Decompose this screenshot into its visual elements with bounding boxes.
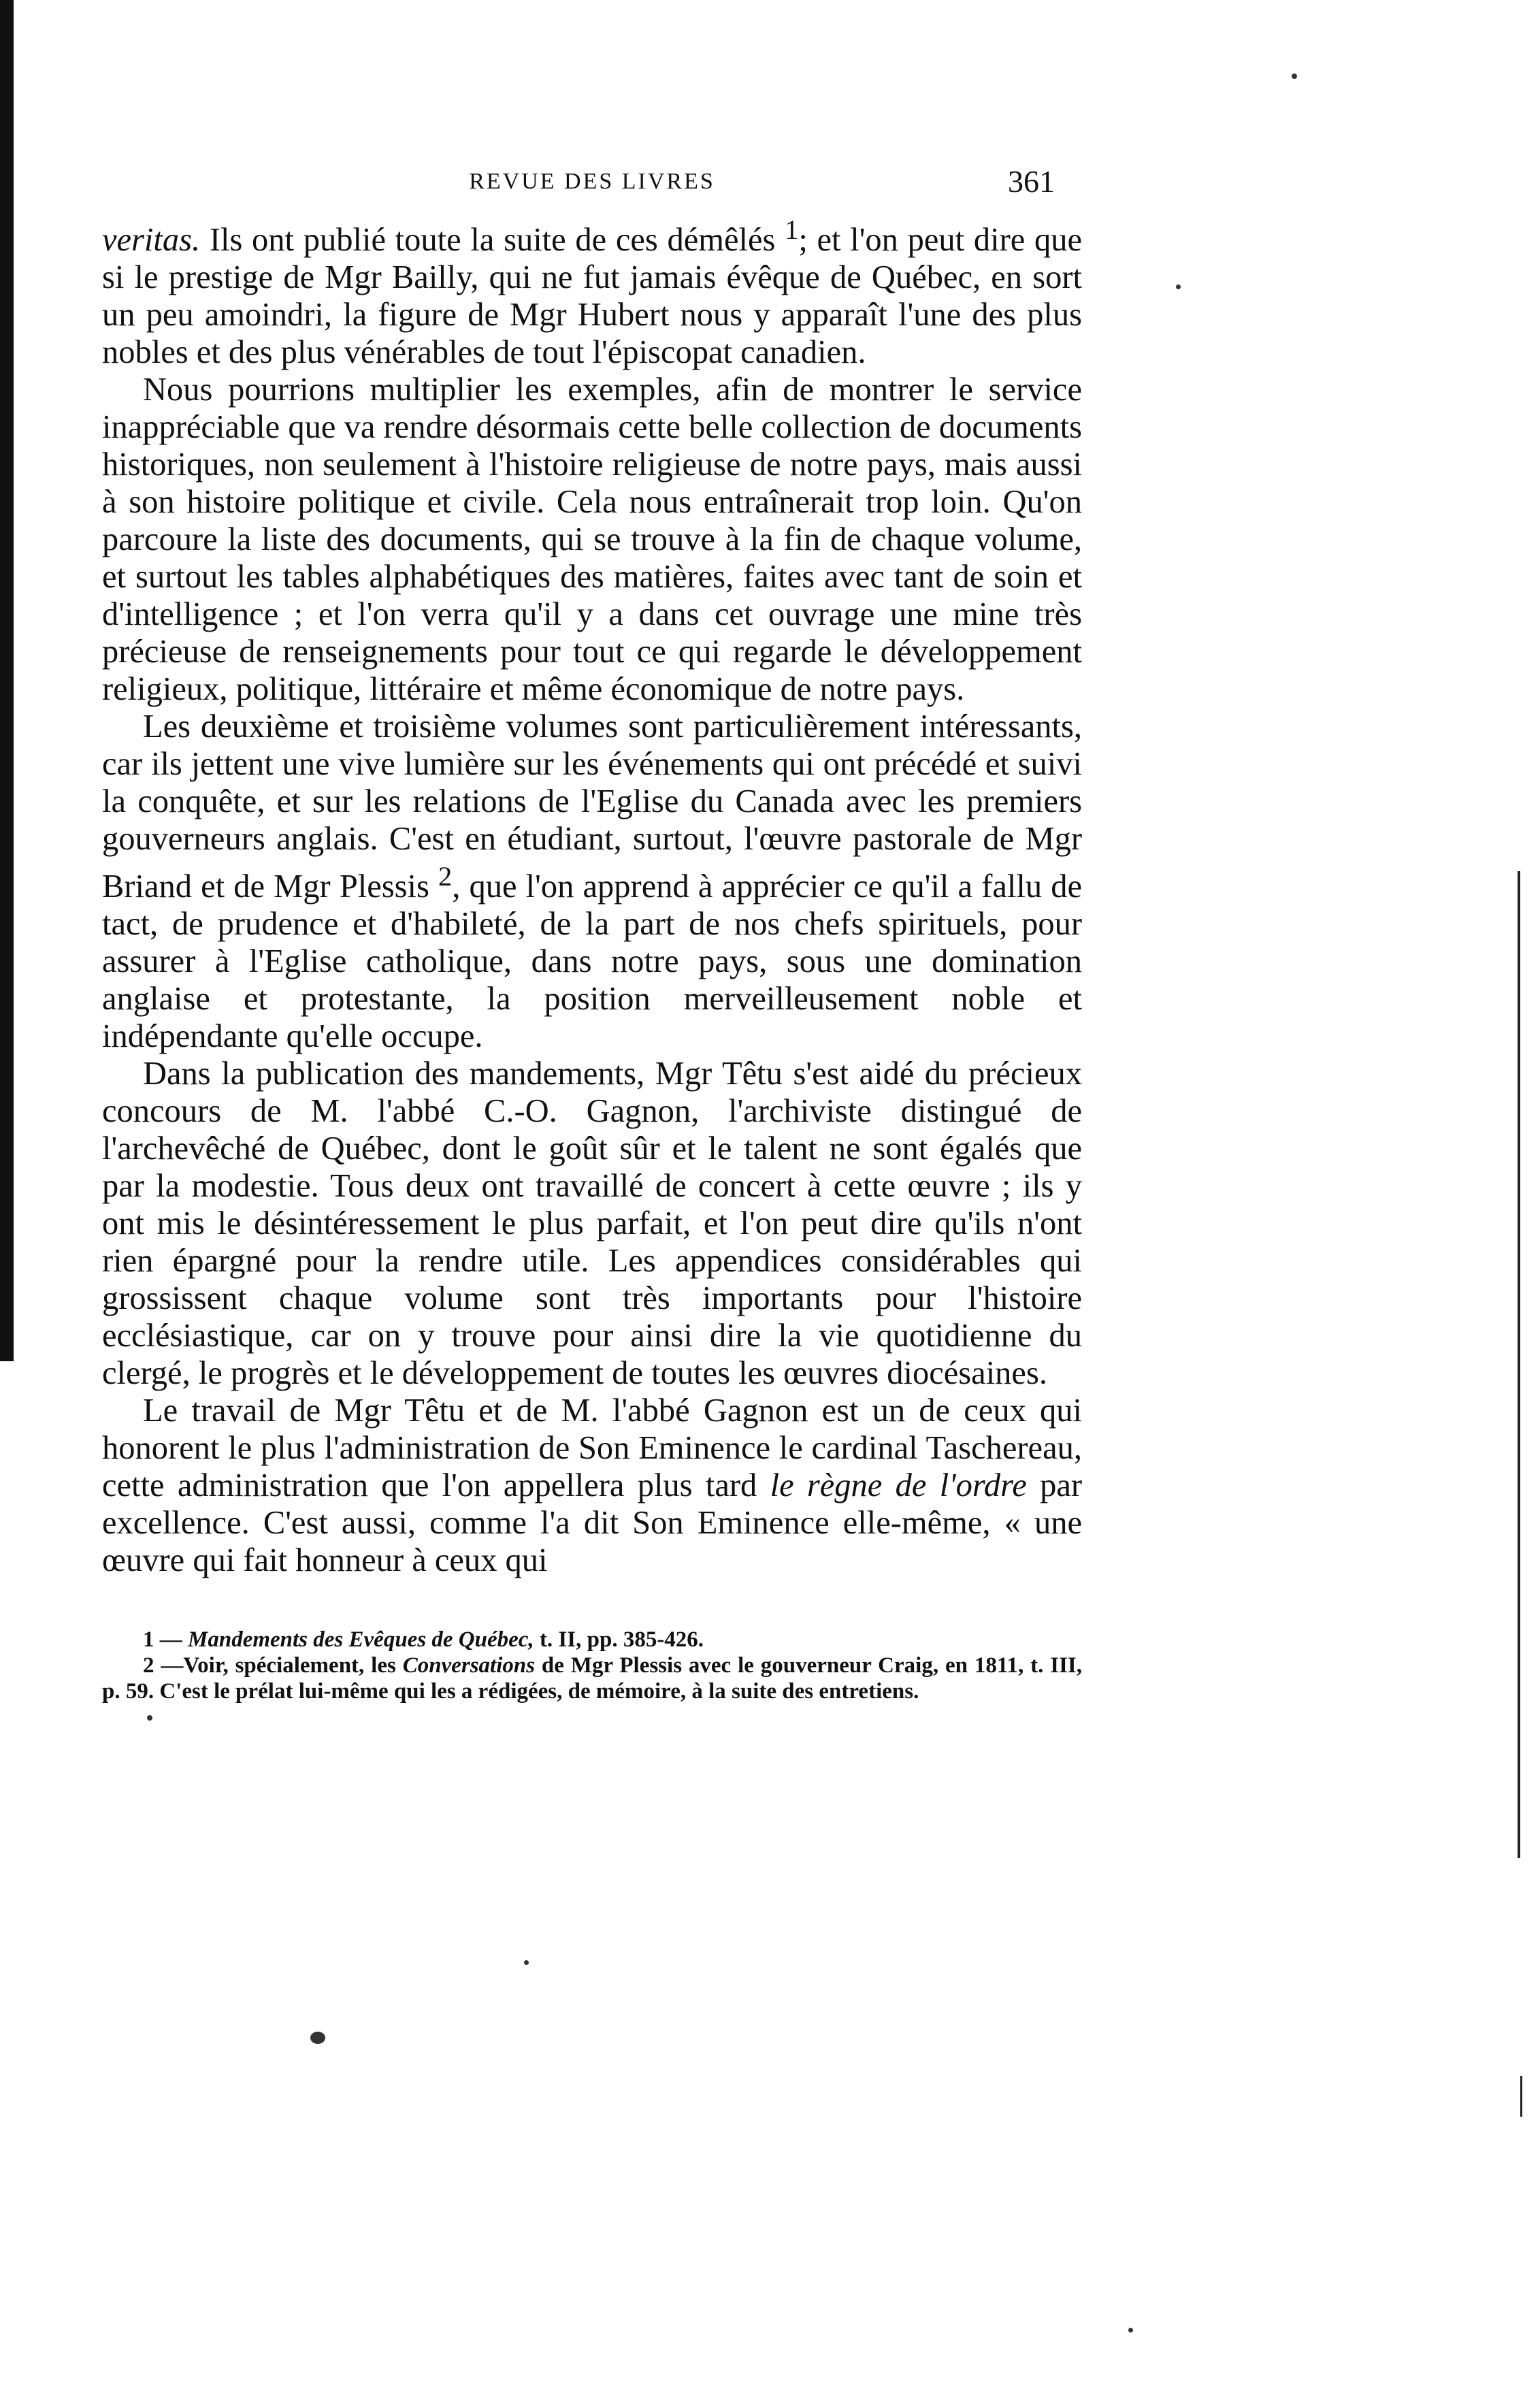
paragraph-5-italic-phrase: le règne de l'ordre	[770, 1467, 1027, 1504]
paragraph-3	[102, 708, 1082, 1055]
scan-speck	[310, 2032, 325, 2044]
footnote-1-text: t. II, pp. 385-426.	[534, 1627, 704, 1653]
footnote-2	[102, 1653, 1082, 1704]
footnote-1	[102, 1627, 1082, 1653]
paragraph-2-text: Nous pourrions multiplier les exemples, afin de montrer le service inappréciable que va rendre désormais cette belle collection de documents historiques, non seulement à l'histoire religieuse de notre pays, mais aussi à son histoire politique et civile. Cela nous entraînerait trop loin. Qu'on parcoure la liste des documents, qui se trouve à la fin de chaque volume, et surtout les tables alphabétiques des matières, faites avec tant de soin et d'intelligence ; et l'on verra qu'il y a dans cet ouvrage une mine très précieuse de renseignements pour tout ce qui regarde le développement religieux, politique, littéraire et même économique de notre pays.	[102, 372, 1082, 708]
scan-speck	[1128, 2328, 1133, 2332]
page-content	[102, 163, 1082, 1704]
scan-speck	[1176, 285, 1181, 289]
paragraph-5-text: Le travail de Mgr Têtu et de M. l'abbé Gagnon est un de ceux qui honorent le plus l'administration de Son Eminence le cardinal Taschereau, cette administration que l'on appellera plus tard	[102, 1393, 1082, 1504]
footnotes	[102, 1627, 1082, 1704]
scan-edge-mark	[1520, 2076, 1522, 2117]
footnote-ref-1: 1	[785, 214, 799, 245]
paragraph-5-text-after: par excellence. C'est aussi, comme l'a dit Son Eminence elle-même, « une œuvre qui fait honneur à ceux qui	[102, 1467, 1083, 1579]
scan-edge-shadow	[0, 0, 14, 1361]
paragraph-1-lead: veritas.	[102, 222, 201, 259]
paragraph-3-text: Les deuxième et troisième volumes sont particulièrement intéressants, car ils jettent une vive lumière sur les événements qui ont précédé et suivi la conquête, et sur les relations de l'Eglise du Canada avec les premiers gouverneurs anglais. C'est en étudiant, surtout, l'œuvre pastorale de Mgr Briand et de Mgr Plessis	[102, 709, 1082, 905]
paragraph-3-text-after: , que l'on apprend à apprécier ce qu'il a fallu de tact, de prudence et d'habileté, de la part de nos chefs spirituels, pour assurer à l'Eglise catholique, dans notre pays, sous une domination anglaise et protestante, la position merveilleusement noble et indépendante qu'elle occupe.	[102, 868, 1082, 1055]
footnote-2-marker: 2 —	[143, 1653, 184, 1678]
paragraph-4	[102, 1055, 1082, 1392]
paragraph-4-text: Dans la publication des mandements, Mgr Têtu s'est aidé du précieux concours de M. l'abbé C.-O. Gagnon, l'archiviste distingué de l'archevêché de Québec, dont le goût sûr et le talent ne sont égalés que par la modestie. Tous deux ont travaillé de concert à cette œuvre ; ils y ont mis le désintéressement le plus parfait, et l'on peut dire qu'ils n'ont rien épargné pour la rendre utile. Les appendices considérables qui grossissent chaque volume sont très importants pour l'histoire ecclésiastique, car on y trouve pour ainsi dire la vie quotidienne du clergé, le progrès et le développement de toutes les œuvres diocésaines.	[102, 1056, 1082, 1392]
paragraph-5	[102, 1392, 1082, 1579]
paragraph-1-text: Ils ont publié toute la suite de ces démêlés	[200, 222, 785, 259]
footnote-2-text-before: Voir, spécialement, les	[183, 1653, 403, 1678]
page-number: 361	[1008, 164, 1055, 199]
paragraph-1	[102, 211, 1082, 371]
footnote-ref-2: 2	[438, 861, 453, 892]
running-title: REVUE DES LIVRES	[469, 169, 715, 194]
footnote-2-text: de Mgr Plessis avec le gouverneur Craig, en 1811, t. III, p. 59. C'est le prélat lui-même qui les a rédigées, de mémoire, à la suite des entretiens.	[102, 1653, 1082, 1704]
footnote-2-title: Conversations	[402, 1653, 536, 1678]
scan-speck	[524, 1960, 529, 1965]
footnote-1-title: Mandements des Evêques de Québec,	[188, 1627, 534, 1653]
running-head	[102, 163, 1082, 211]
scan-speck	[1292, 74, 1297, 79]
paragraph-2	[102, 371, 1082, 708]
body-text	[102, 211, 1082, 1579]
scan-speck	[147, 1715, 152, 1721]
paragraph-1-text-after: ; et l'on peut dire que si le prestige de Mgr Bailly, qui ne fut jamais évêque de Québec, en sort un peu amoindri, la figure de Mgr Hubert nous y apparaît l'une des plus nobles et des plus vénérables de tout l'épiscopat canadien.	[102, 222, 1082, 371]
scan-edge-mark	[1518, 871, 1520, 1858]
footnote-1-marker: 1 —	[143, 1627, 182, 1653]
